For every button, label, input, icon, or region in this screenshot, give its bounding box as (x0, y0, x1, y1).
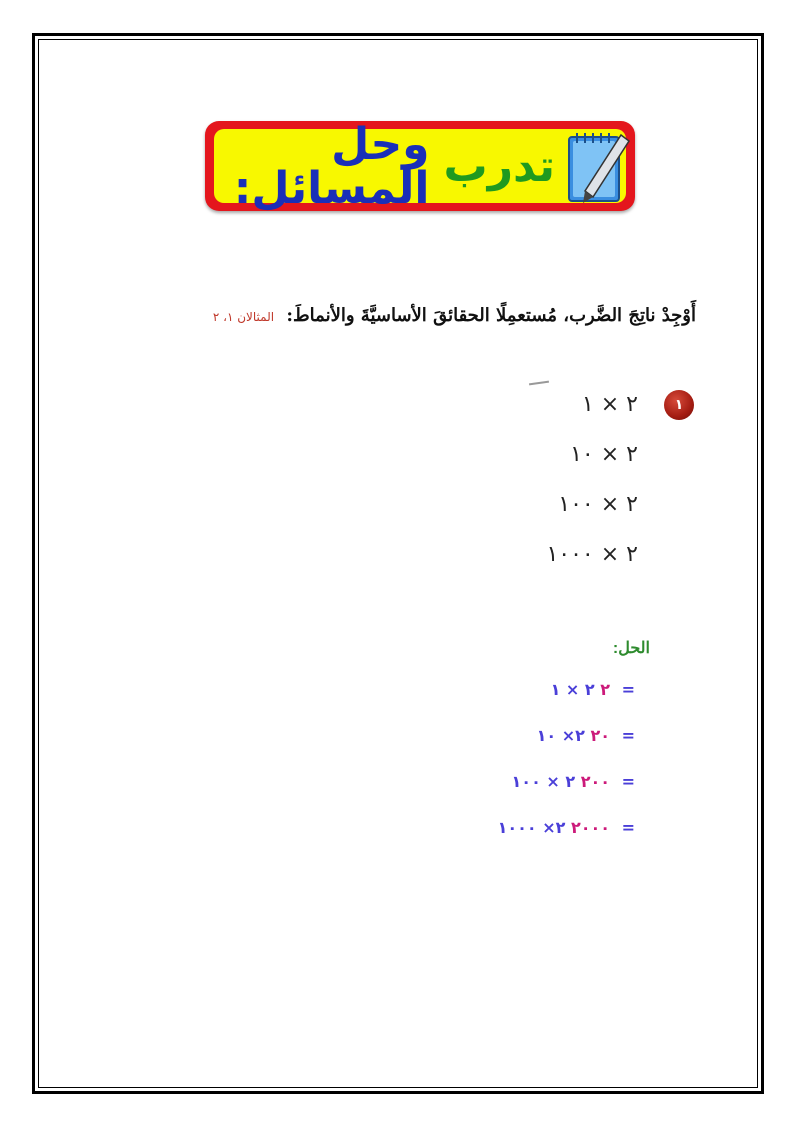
banner-title-word2: وحل المسائل: (233, 119, 430, 214)
solution-expression: ٢ × ١٠٠ = (511, 772, 635, 791)
solution-expression: ٢ × ١ = (550, 680, 635, 699)
notepad-pencil-icon (563, 127, 631, 207)
solution-result: ٢ (600, 680, 611, 699)
solution-line-3 (512, 772, 635, 791)
banner-title-word1: تدرب (443, 141, 555, 192)
example-reference: المثالان ١، ٢ (212, 310, 275, 324)
solution-line-1 (551, 680, 635, 699)
solution-label: الحل: (612, 640, 650, 657)
instruction-text: أَوْجِدْ ناتِجَ الضَّرب، مُستعمِلًا الحقائقَ الأساسيَّةَ والأنماطَ: (286, 305, 696, 326)
solution-expression: ٢× ١٠٠٠ = (497, 818, 635, 837)
exercise-number-badge: ١ (664, 390, 694, 420)
problem-2: ٢ × ١٠ (570, 442, 638, 467)
solution-expression: ٢× ١٠ = (536, 726, 635, 745)
problem-3: ٢ × ١٠٠ (558, 492, 638, 517)
problem-1: ٢ × ١ (581, 392, 638, 417)
instruction-line (213, 305, 696, 326)
solution-result: ٢٠٠٠ (570, 818, 611, 837)
problem-4: ٢ × ١٠٠٠ (546, 542, 638, 567)
solution-line-4 (498, 818, 635, 837)
solution-line-2 (537, 726, 635, 745)
banner-title (205, 119, 555, 214)
solution-result: ٢٠٠ (580, 772, 611, 791)
section-banner (205, 119, 635, 214)
solution-result: ٢٠ (590, 726, 611, 745)
